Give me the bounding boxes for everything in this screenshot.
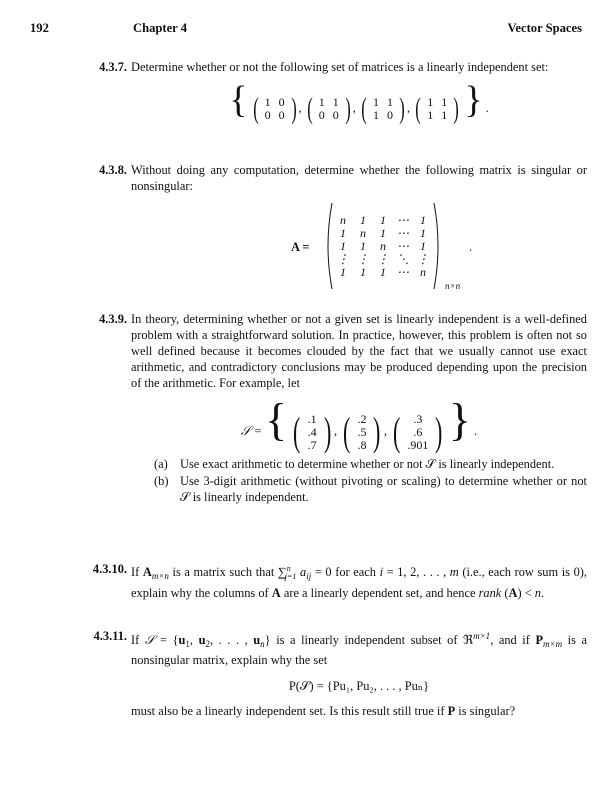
matrix-display: A = n 1 1 ⋯ 1 1 n 1 ⋯ 1 1 1 n ⋯ 1 ⋮ ⋮ ⋮ ⋱ ⋮ 1 1 1 ⋯ n n×n . (131, 202, 587, 297)
page-number: 192 (30, 21, 49, 35)
exercise-number: 4.3.11. (93, 629, 127, 643)
part-a (154, 456, 587, 472)
part-label: (a) (154, 457, 168, 472)
exercise-text: If $A_{m\times n}$ is a matrix such that ∑$^n_{j=1}$ $a_{ij} = 0$ for each i = 1, 2, . . . , m (i.e., each row sum is 0), explain why the columns of A are a linearly dependent set, and hence rank (A) < n. (131, 564, 587, 600)
vector: ( .1 .4 .7 ) (293, 409, 331, 455)
exercise-text: If 𝒮 = {$u_1$, $u_2$, . . . , $u_n$} is a linearly independent subset of ℜ$^{m\times 1}$, and if $P_{m\times m}$ is a nonsingular matrix, explain why the set (131, 631, 587, 667)
matrix: ( 1 1 0 0 ) (307, 92, 351, 126)
matrix: ( 1 1 1 1 ) (415, 92, 459, 126)
matrix-label: A = (291, 240, 310, 254)
part-label: (b) (154, 474, 169, 489)
exercise-text-continued: must also be a linearly independent set. Is this result still true if P is singular? (131, 704, 516, 718)
vector-set: 𝒮 = { ( .1 .4 .7 ) , ( .2 .5 .8 ) , ( .3 .6 .901 ) } . (240, 394, 478, 455)
exercise-4-3-9 (99, 311, 587, 505)
exercise-4-3-8 (99, 162, 587, 297)
exercise-number: 4.3.9. (99, 312, 127, 326)
chapter-label: Chapter 4 (133, 21, 187, 35)
exercise-text: In theory, determining whether or not a given set is linearly independent is a well-defined problem with a straightforward solution. In practice, however, this problem is often not so well defined because it becomes clouded by the fact that we usually cannot use exact arithmetic, and contradictory conclusions may be produced depending upon the precision of the arithmetic. For example, let (131, 312, 587, 390)
part-text: Use 3-digit arithmetic (without pivoting or scaling) to determine whether or not 𝒮 is linearly independent. (180, 474, 587, 505)
exercise-4-3-11 (93, 628, 587, 719)
matrix-set: { ( 1 0 0 0 ) , ( 1 1 0 0 ) , ( 1 1 1 0 ) , ( 1 1 1 1 ) } . (229, 79, 489, 126)
exercise-number: 4.3.7. (99, 60, 127, 74)
exercise-number: 4.3.10. (92, 562, 127, 576)
vector: ( .2 .5 .8 ) (343, 409, 381, 455)
vector: ( .3 .6 .901 ) (393, 409, 443, 455)
exercise-4-3-7 (99, 59, 587, 132)
part-text: Use exact arithmetic to determine whether or not 𝒮 is linearly independent. (180, 457, 555, 472)
matrix-subscript: n×n (445, 281, 461, 291)
display-equation: P(𝒮) = {Pu₁, Pu₂, . . . , Puₙ} (288, 679, 430, 693)
exercise-text: Without doing any computation, determine whether the following matrix is singular or nonsingular: (131, 163, 587, 193)
matrix-a: n 1 1 ⋯ 1 1 n 1 ⋯ 1 1 1 n ⋯ 1 ⋮ ⋮ ⋮ ⋱ ⋮ 1 1 1 ⋯ n (323, 202, 443, 290)
exercise-4-3-10 (92, 561, 587, 601)
section-title: Vector Spaces (507, 21, 582, 35)
part-b (154, 473, 587, 505)
set-label: 𝒮 = (240, 424, 262, 438)
matrix: ( 1 1 1 0 ) (361, 92, 405, 126)
exercise-number: 4.3.8. (99, 163, 127, 177)
matrix: ( 1 0 0 0 ) (252, 92, 297, 126)
exercise-text: Determine whether or not the following set of matrices is a linearly independent set: (131, 60, 549, 74)
